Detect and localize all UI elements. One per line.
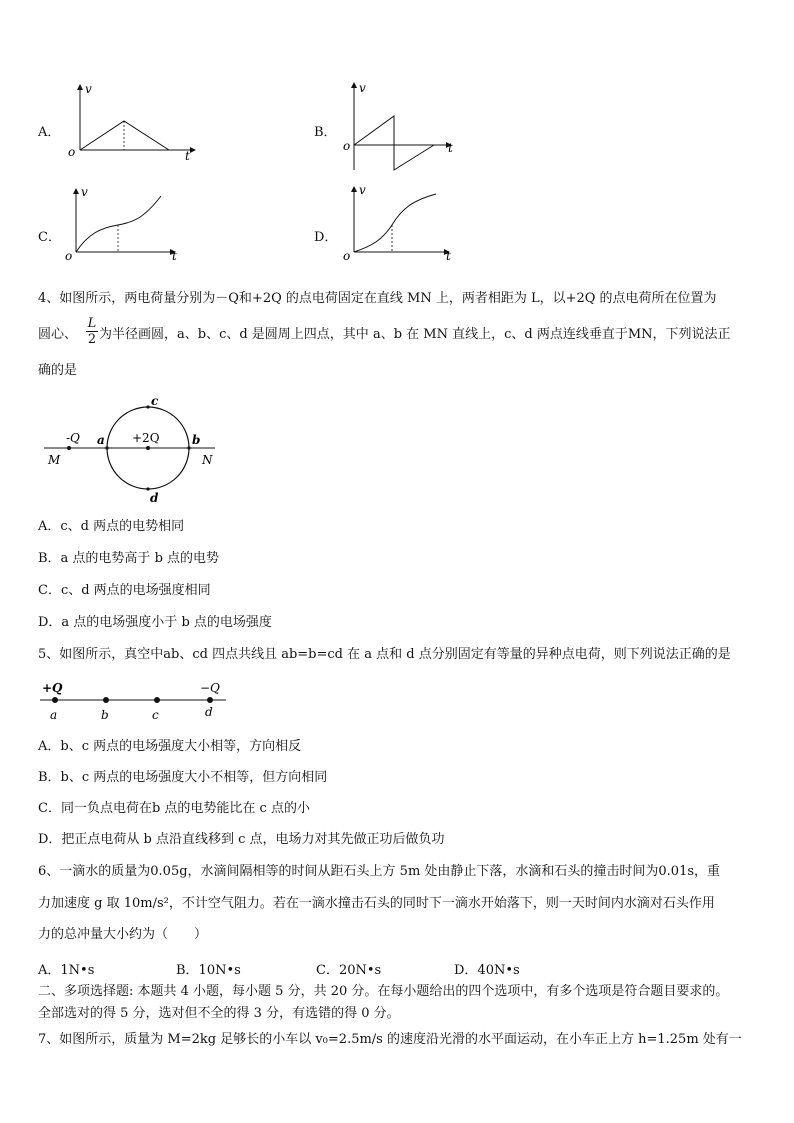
point-d: d <box>205 705 213 719</box>
label-neg-q: -Q <box>66 431 80 445</box>
q5-option-a: A．b、c 两点的电场强度大小相等，方向相反 <box>38 739 302 754</box>
q4-option-a: A．c、d 两点的电势相同 <box>38 519 185 534</box>
label-n: N <box>202 453 213 467</box>
option-b-label: B． <box>314 125 337 140</box>
q5-stem-line1: 5、如图所示，真空中ab、cd 四点共线且 ab=b=cd 在 a 点和 d 点分别固定有等量的异种点电荷，则下列说法正确的是 <box>38 647 731 662</box>
neg-charge-dot <box>67 446 71 450</box>
point-a: a <box>50 708 58 722</box>
origin-o: o <box>343 139 351 153</box>
origin-o: o <box>343 249 351 263</box>
point-d: d <box>150 491 159 505</box>
q5-option-b: B．b、c 两点的电场强度大小不相等，但方向相同 <box>38 770 328 785</box>
origin-o: o <box>68 145 76 159</box>
axis-v: v <box>81 185 88 199</box>
q4-option-d: D．a 点的电场强度小于 b 点的电场强度 <box>38 615 272 630</box>
graph-b <box>343 80 466 179</box>
q6-stem-line3: 力的总冲量大小约为（ ） <box>38 927 208 942</box>
q6-option-b: B．10N•s <box>176 963 241 978</box>
graph-a <box>68 82 202 168</box>
axis-v: v <box>85 82 92 96</box>
graph-c <box>65 185 188 270</box>
axis-t: t <box>446 249 451 263</box>
q6-stem-line2: 力加速度 g 取 10m/s²，不计空气阻力。若在一滴水撞击石头的同时下一滴水开始落下，则一天时间内水滴对石头作用 <box>38 896 715 911</box>
label-pos-q: +Q <box>42 681 63 695</box>
point-b: b <box>101 708 109 722</box>
q7-stem-line1: 7、如图所示，质量为 M=2kg 足够长的小车以 v₀=2.5m/s 的速度沿光滑的水平面运动，在小车正上方 h=1.25m 处有一 <box>38 1032 742 1047</box>
origin-o: o <box>65 249 73 263</box>
q4-fraction <box>86 316 98 347</box>
label-neg-q: −Q <box>200 681 220 695</box>
axis-t: t <box>185 149 190 163</box>
q4-figure <box>40 392 230 511</box>
label-pos-2q: +2Q <box>132 431 160 445</box>
q6-option-c: C．20N•s <box>316 963 382 978</box>
axis-t: t <box>448 141 453 155</box>
option-d-label: D． <box>314 230 338 245</box>
q4-stem-line2a: 圆心、 <box>38 327 78 342</box>
q5-option-d: D．把正点电荷从 b 点沿直线移到 c 点，电场力对其先做正功后做负功 <box>38 832 445 847</box>
section2-heading-line1: 二、多项选择题: 本题共 4 小题，每小题 5 分，共 20 分。在每小题给出的四个选项中，有多个选项是符合题目要求的。 <box>38 984 729 999</box>
point-a: a <box>97 433 105 447</box>
q4-stem-line1: 4、如图所示，两电荷量分别为－Q和+2Q 的点电荷固定在直线 MN 上，两者相距为 L，以+2Q 的点电荷所在位置为 <box>38 291 717 306</box>
q6-option-d: D．40N•s <box>454 963 520 978</box>
q4-stem-line2b: 为半径画圆，a、b、c、d 是圆周上四点，其中 a、b 在 MN 直线上，c、d 两点连线垂直于MN，下列说法正 <box>99 327 731 342</box>
option-c-label: C． <box>38 230 61 245</box>
graph-d <box>343 183 466 270</box>
point-b: b <box>192 433 201 447</box>
q5-figure <box>38 676 238 730</box>
option-a-label: A． <box>38 125 61 140</box>
label-m: M <box>48 453 61 467</box>
pos-charge-dot <box>146 446 150 450</box>
frac-denominator: 2 <box>87 332 97 347</box>
q4-stem-line3: 确的是 <box>38 363 78 378</box>
axis-v: v <box>359 183 366 197</box>
section2-heading-line2: 全部选对的得 5 分，选对但不全的得 3 分，有选错的得 0 分。 <box>38 1006 400 1021</box>
q4-option-b: B．a 点的电势高于 b 点的电势 <box>38 551 220 566</box>
q6-option-a: A．1N•s <box>38 963 95 978</box>
axis-v: v <box>359 81 366 95</box>
point-c: c <box>151 394 159 408</box>
q4-option-c: C．c、d 两点的电场强度相同 <box>38 583 211 598</box>
q6-stem-line1: 6、一滴水的质量为0.05g，水滴间隔相等的时间从距石头上方 5m 处由静止下落，水滴和石头的撞击时间为0.01s，重 <box>38 864 721 879</box>
frac-numerator: L <box>87 316 97 331</box>
axis-t: t <box>172 249 177 263</box>
q5-option-c: C．同一负点电荷在b 点的电势能比在 c 点的小 <box>38 801 310 816</box>
point-c: c <box>152 708 159 722</box>
